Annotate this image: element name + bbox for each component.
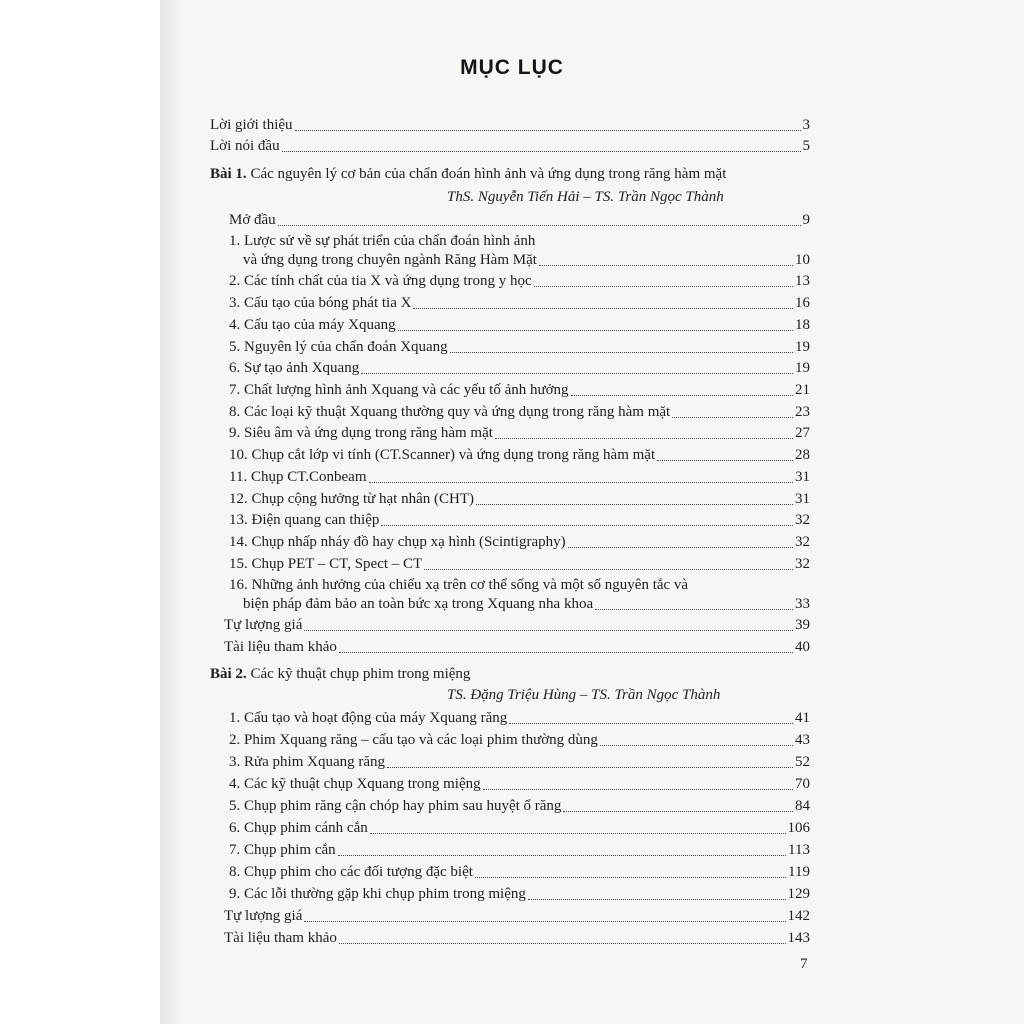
toc-entry-title: 11. Chụp CT.Conbeam xyxy=(229,469,367,485)
toc-entry-2-4 xyxy=(229,774,810,795)
toc-entry-7 xyxy=(229,380,810,401)
toc-entry-page: 33 xyxy=(795,596,810,612)
leader-dots xyxy=(370,833,786,834)
leader-dots xyxy=(528,899,786,900)
toc-entry-9 xyxy=(229,423,810,444)
toc-entry-page: 13 xyxy=(795,273,810,289)
lesson-label: Bài 2. xyxy=(210,666,247,682)
leader-dots xyxy=(304,921,785,922)
leader-dots xyxy=(369,482,794,483)
toc-entry-5 xyxy=(229,337,810,358)
toc-entry-2 xyxy=(229,271,810,292)
toc-entry-title: 14. Chụp nhấp nháy đồ hay chụp xạ hình (Scintigraphy) xyxy=(229,534,566,550)
leader-dots xyxy=(450,352,793,353)
lesson-1-authors: ThS. Nguyễn Tiến Hải – TS. Trần Ngọc Thành xyxy=(447,189,724,205)
toc-entry-2-1 xyxy=(229,708,810,729)
leader-dots xyxy=(398,330,793,331)
toc-entry-2-2 xyxy=(229,730,810,751)
toc-entry-11 xyxy=(229,467,810,488)
leader-dots xyxy=(278,225,801,226)
leader-dots xyxy=(476,504,793,505)
toc-entry-page: 32 xyxy=(795,556,810,572)
toc-entry-title: Mở đầu xyxy=(229,212,276,228)
toc-entry-12 xyxy=(229,489,810,510)
leader-dots xyxy=(387,767,793,768)
leader-dots xyxy=(381,525,793,526)
toc-entry-13 xyxy=(229,510,810,531)
toc-entry-title: 6. Sự tạo ảnh Xquang xyxy=(229,360,360,376)
toc-entry-page: 39 xyxy=(795,617,810,633)
toc-entry-title: 2. Các tính chất của tia X và ứng dụng trong y học xyxy=(229,273,532,289)
toc-entry-title: 6. Chụp phim cánh cắn xyxy=(229,820,368,836)
toc-entry-2-8 xyxy=(229,862,810,883)
toc-entry-title: 3. Cấu tạo của bóng phát tia X xyxy=(229,295,412,311)
toc-entry-2-6 xyxy=(229,818,810,839)
toc-entry-page: 119 xyxy=(788,864,810,880)
toc-entry-page: 84 xyxy=(795,798,810,814)
toc-entry-page: 142 xyxy=(787,908,810,924)
toc-entry-1-line1: 1. Lược sử về sự phát triển của chẩn đoán hình ảnh xyxy=(229,233,536,249)
lesson-2-authors: TS. Đặng Triệu Hùng – TS. Trần Ngọc Thành xyxy=(447,687,721,703)
toc-entry-10 xyxy=(229,445,810,466)
lesson-1-heading xyxy=(210,164,726,185)
lesson-2-heading xyxy=(210,664,470,685)
toc-entry-title: 7. Chụp phim cắn xyxy=(229,842,336,858)
leader-dots xyxy=(339,652,793,653)
toc-entry-page: 18 xyxy=(795,317,810,333)
toc-entry-page: 31 xyxy=(795,469,810,485)
toc-entry-page: 21 xyxy=(795,382,810,398)
leader-dots xyxy=(495,438,793,439)
toc-entry-2-5 xyxy=(229,796,810,817)
leader-dots xyxy=(361,373,793,374)
toc-entry-title: Lời nói đầu xyxy=(210,138,280,154)
toc-entry-tai-lieu-1 xyxy=(224,637,810,658)
toc-entry-noi-dau xyxy=(210,136,810,157)
leader-dots xyxy=(568,547,793,548)
leader-dots xyxy=(282,151,801,152)
leader-dots xyxy=(304,630,793,631)
toc-entry-16-line1: 16. Những ảnh hưởng của chiếu xạ trên cơ thể sống và một số nguyên tắc và xyxy=(229,577,689,593)
leader-dots xyxy=(509,723,793,724)
toc-entry-6 xyxy=(229,358,810,379)
toc-entry-page: 106 xyxy=(787,820,810,836)
leader-dots xyxy=(339,943,786,944)
toc-entry-title: 9. Siêu âm và ứng dụng trong răng hàm mặt xyxy=(229,425,493,441)
toc-entry-title: Tự lượng giá xyxy=(224,908,303,924)
lesson-title: Các kỹ thuật chụp phim trong miệng xyxy=(250,666,471,682)
toc-entry-mo-dau xyxy=(229,210,810,231)
toc-entry-8 xyxy=(229,402,810,423)
toc-entry-15 xyxy=(229,554,810,575)
toc-entry-tai-lieu-2 xyxy=(224,928,810,949)
toc-entry-page: 16 xyxy=(795,295,810,311)
toc-entry-3 xyxy=(229,293,810,314)
toc-entry-title: 9. Các lỗi thường gặp khi chụp phim trong miệng xyxy=(229,886,526,902)
toc-entry-title: 15. Chụp PET – CT, Spect – CT xyxy=(229,556,423,572)
toc-entry-title: 3. Rửa phim Xquang răng xyxy=(229,754,386,770)
toc-entry-title: 5. Nguyên lý của chẩn đoán Xquang xyxy=(229,339,448,355)
toc-entry-title: 5. Chụp phim răng cận chóp hay phim sau huyệt ổ răng xyxy=(229,798,562,814)
leader-dots xyxy=(295,130,801,131)
toc-entry-page: 129 xyxy=(787,886,810,902)
toc-entry-4 xyxy=(229,315,810,336)
page-number: 7 xyxy=(800,956,808,972)
toc-entry-page: 40 xyxy=(795,639,810,655)
toc-entry-title: 7. Chất lượng hình ảnh Xquang và các yếu tố ảnh hưởng xyxy=(229,382,569,398)
toc-entry-page: 31 xyxy=(795,491,810,507)
lesson-title: Các nguyên lý cơ bản của chẩn đoán hình ảnh và ứng dụng trong răng hàm mặt xyxy=(250,166,727,182)
toc-entry-page: 27 xyxy=(795,425,810,441)
leader-dots xyxy=(595,609,793,610)
toc-entry-page: 19 xyxy=(795,339,810,355)
leader-dots xyxy=(413,308,793,309)
leader-dots xyxy=(657,460,793,461)
leader-dots xyxy=(424,569,793,570)
toc-entry-title: 8. Các loại kỹ thuật Xquang thường quy và ứng dụng trong răng hàm mặt xyxy=(229,404,671,420)
toc-entry-title: Lời giới thiệu xyxy=(210,117,293,133)
toc-entry-title: 8. Chụp phim cho các đối tượng đặc biệt xyxy=(229,864,473,880)
leader-dots xyxy=(539,265,793,266)
toc-entry-gioi-thieu xyxy=(210,115,810,136)
leader-dots xyxy=(338,855,786,856)
toc-entry-title: 4. Cấu tạo của máy Xquang xyxy=(229,317,396,333)
toc-entry-title: Tài liệu tham khảo xyxy=(224,930,337,946)
toc-entry-title: 4. Các kỹ thuật chụp Xquang trong miệng xyxy=(229,776,481,792)
toc-entry-title: 1. Cấu tạo và hoạt động của máy Xquang răng xyxy=(229,710,508,726)
toc-entry-title: biện pháp đảm bảo an toàn bức xạ trong Xquang nha khoa xyxy=(243,596,594,612)
leader-dots xyxy=(571,395,793,396)
toc-entry-page: 43 xyxy=(795,732,810,748)
page-title: MỤC LỤC xyxy=(460,56,564,79)
toc-entry-page: 41 xyxy=(795,710,810,726)
toc-entry-page: 32 xyxy=(795,512,810,528)
toc-entry-page: 3 xyxy=(802,117,810,133)
leader-dots xyxy=(483,789,793,790)
leader-dots xyxy=(563,811,793,812)
leader-dots xyxy=(475,877,786,878)
toc-entry-page: 52 xyxy=(795,754,810,770)
toc-entry-title: 13. Điện quang can thiệp xyxy=(229,512,380,528)
leader-dots xyxy=(600,745,793,746)
toc-entry-tu-luong-gia-1 xyxy=(224,615,810,636)
toc-entry-2-9 xyxy=(229,884,810,905)
toc-entry-page: 9 xyxy=(802,212,810,228)
toc-entry-tu-luong-gia-2 xyxy=(224,906,810,927)
toc-entry-page: 113 xyxy=(788,842,810,858)
toc-entry-page: 10 xyxy=(795,252,810,268)
toc-entry-16 xyxy=(243,594,810,615)
toc-entry-title: Tài liệu tham khảo xyxy=(224,639,337,655)
toc-entry-title: và ứng dụng trong chuyên ngành Răng Hàm Mặt xyxy=(243,252,537,268)
toc-entry-1 xyxy=(243,250,810,271)
toc-entry-page: 23 xyxy=(795,404,810,420)
toc-entry-14 xyxy=(229,532,810,553)
toc-entry-title: Tự lượng giá xyxy=(224,617,303,633)
lesson-label: Bài 1. xyxy=(210,166,247,182)
leader-dots xyxy=(672,417,793,418)
toc-entry-title: 10. Chụp cắt lớp vi tính (CT.Scanner) và ứng dụng trong răng hàm mặt xyxy=(229,447,656,463)
toc-entry-page: 28 xyxy=(795,447,810,463)
toc-entry-title: 12. Chụp cộng hưởng từ hạt nhân (CHT) xyxy=(229,491,474,507)
toc-entry-2-3 xyxy=(229,752,810,773)
toc-entry-title: 2. Phim Xquang răng – cấu tạo và các loại phim thường dùng xyxy=(229,732,598,748)
toc-entry-2-7 xyxy=(229,840,810,861)
toc-entry-page: 19 xyxy=(795,360,810,376)
leader-dots xyxy=(534,286,793,287)
toc-entry-page: 5 xyxy=(802,138,810,154)
toc-entry-page: 143 xyxy=(787,930,810,946)
toc-entry-page: 32 xyxy=(795,534,810,550)
toc-entry-page: 70 xyxy=(795,776,810,792)
